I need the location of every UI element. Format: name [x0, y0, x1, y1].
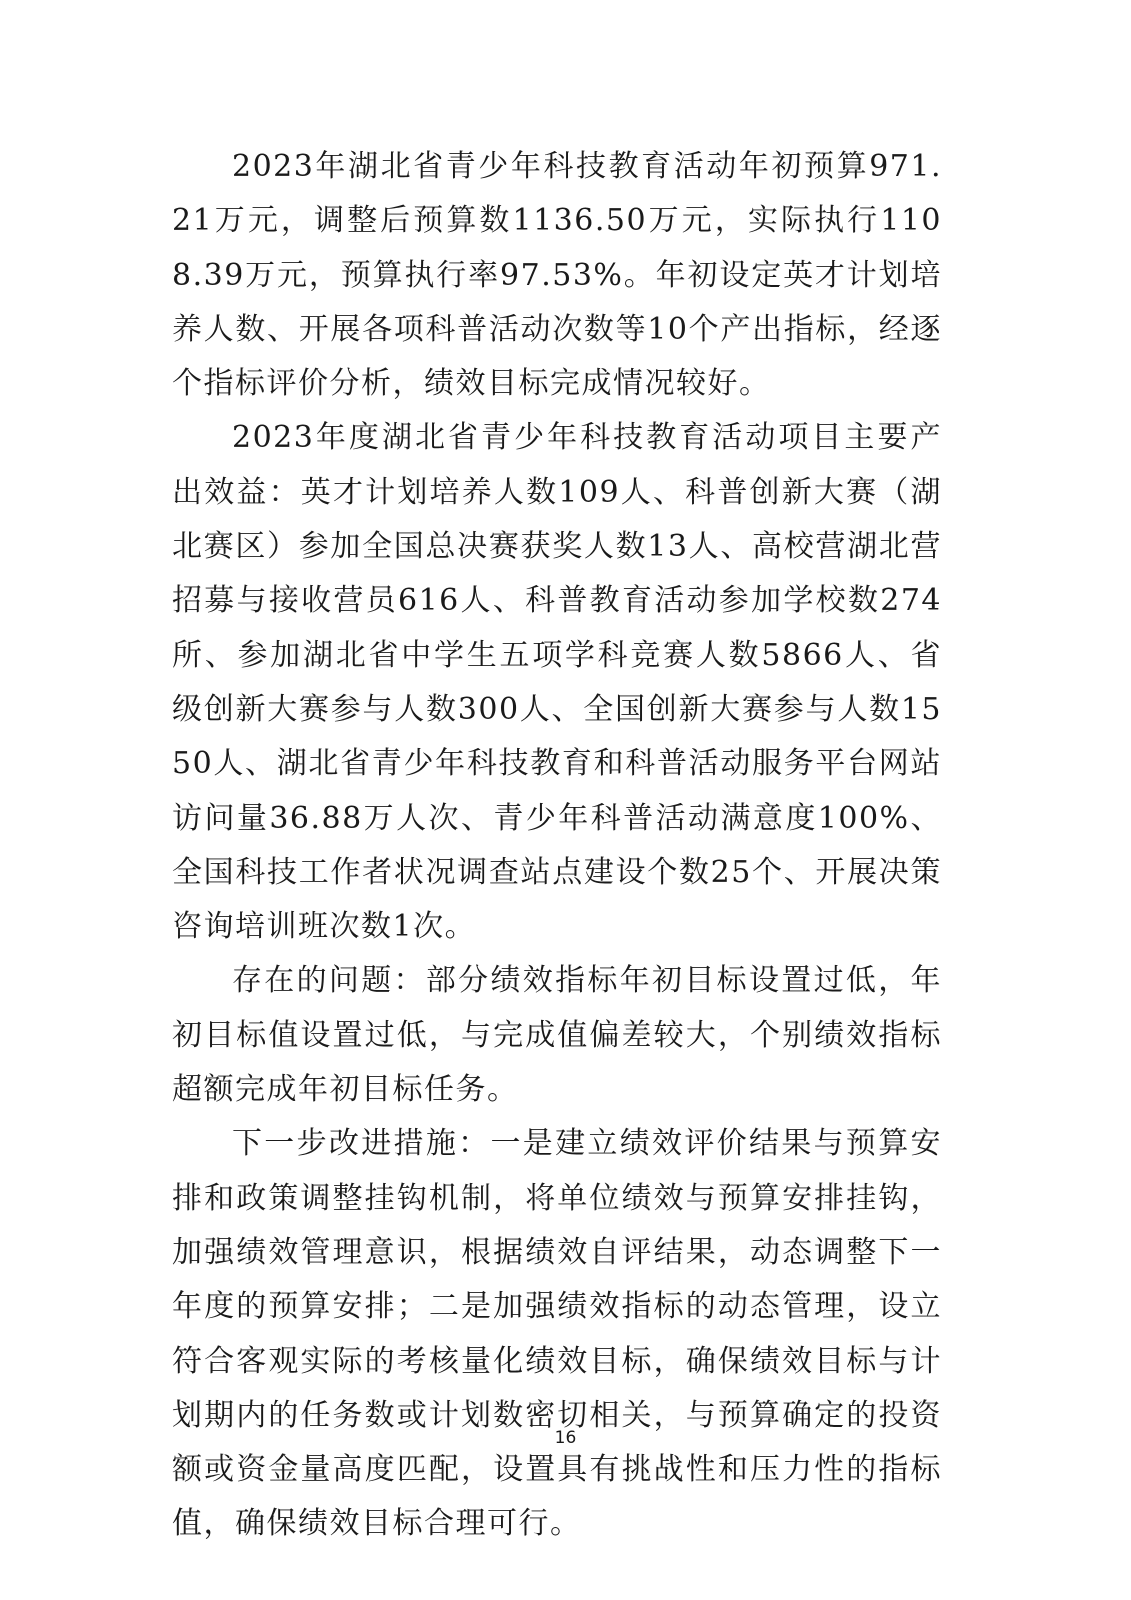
paragraph-budget-summary: 2023年湖北省青少年科技教育活动年初预算971.21万元，调整后预算数1136.50万元，实际执行1108.39万元，预算执行率97.53%。年初设定英才计划培养人数、开展各项科普活动次数等10个产出指标，经逐个指标评价分析，绩效目标完成情况较好。: [172, 149, 942, 402]
paragraph-output-benefits: 2023年度湖北省青少年科技教育活动项目主要产出效益：英才计划培养人数109人、科普创新大赛（湖北赛区）参加全国总决赛获奖人数13人、高校营湖北营招募与接收营员616人、科普教育活动参加学校数274所、参加湖北省中学生五项学科竞赛人数5866人、省级创新大赛参与人数300人、全国创新大赛参与人数1550人、湖北省青少年科技教育和科普活动服务平台网站访问量36.88万人次、青少年科普活动满意度100%、全国科技工作者状况调查站点建设个数25个、开展决策咨询培训班次数1次。: [172, 420, 942, 945]
page-number: 16: [554, 1428, 577, 1448]
paragraph-improvement-measures: 下一步改进措施：一是建立绩效评价结果与预算安排和政策调整挂钩机制，将单位绩效与预算安排挂钩，加强绩效管理意识，根据绩效自评结果，动态调整下一年度的预算安排；二是加强绩效指标的动态管理，设立符合客观实际的考核量化绩效目标，确保绩效目标与计划期内的任务数或计划数密切相关，与预算确定的投资额或资金量高度匹配，设置具有挑战性和压力性的指标值，确保绩效目标合理可行。: [172, 1126, 942, 1542]
paragraph-existing-problems: 存在的问题：部分绩效指标年初目标设置过低，年初目标值设置过低，与完成值偏差较大，个别绩效指标超额完成年初目标任务。: [172, 963, 942, 1108]
document-body: [172, 140, 942, 1552]
